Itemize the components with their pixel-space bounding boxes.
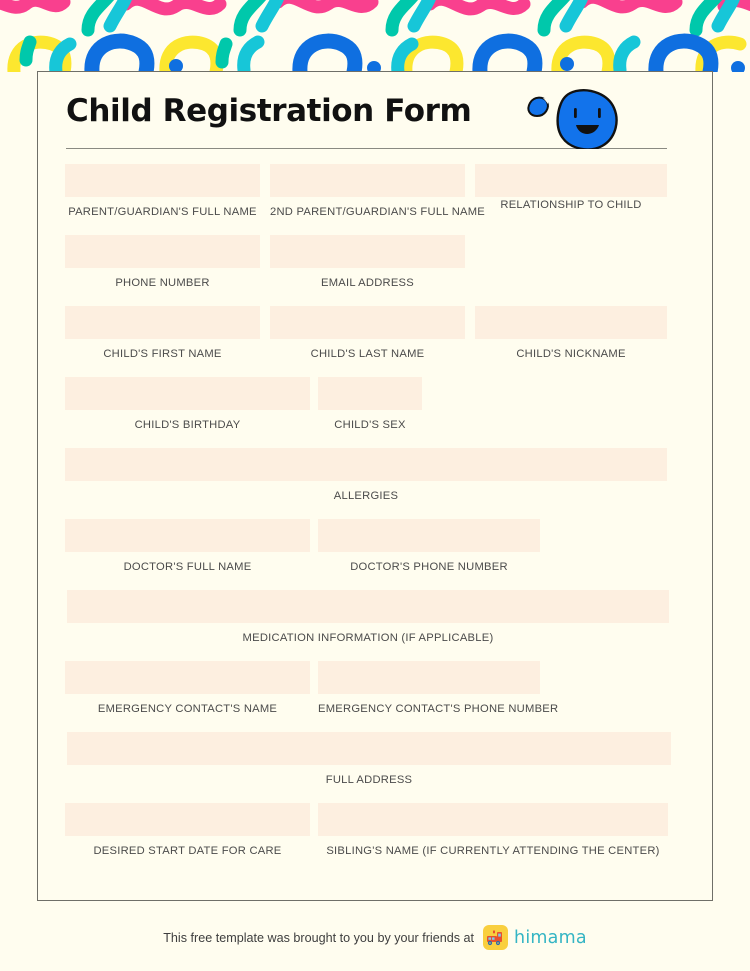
field-row: [38, 448, 714, 519]
blue-blob-mascot-icon: [516, 87, 626, 149]
field-full-address[interactable]: [67, 732, 671, 786]
field-label: 2ND PARENT/GUARDIAN'S FULL NAME: [270, 206, 486, 218]
field-input-box[interactable]: [475, 306, 667, 339]
field-row: [38, 164, 714, 235]
field-input-box[interactable]: [318, 519, 540, 552]
field-label: CHILD'S BIRTHDAY: [134, 419, 241, 431]
field-input-box[interactable]: [67, 590, 669, 623]
field-doctor-phone-number[interactable]: [318, 519, 540, 573]
field-input-box[interactable]: [65, 306, 260, 339]
field-label: PARENT/GUARDIAN'S FULL NAME: [68, 206, 257, 218]
field-row: [38, 590, 714, 661]
decorative-pattern-band: [0, 0, 750, 72]
field-label: DOCTOR'S PHONE NUMBER: [350, 561, 508, 573]
field-input-box[interactable]: [65, 235, 260, 268]
field-parent-guardian-full-name[interactable]: [65, 164, 260, 218]
field-input-box[interactable]: [318, 377, 422, 410]
field-row: [38, 803, 714, 874]
footer-credit-text: This free template was brought to you by your friends at: [163, 930, 475, 945]
field-email-address[interactable]: [270, 235, 465, 289]
field-label: CHILD'S FIRST NAME: [103, 348, 222, 360]
field-label: CHILD'S LAST NAME: [310, 348, 425, 360]
field-row: [38, 519, 714, 590]
field-label: DESIRED START DATE FOR CARE: [93, 845, 282, 857]
himama-train-app-icon: [483, 925, 508, 950]
field-relationship-to-child[interactable]: [475, 164, 667, 211]
field-child-nickname[interactable]: [475, 306, 667, 360]
himama-wordmark: himama: [514, 927, 587, 948]
field-input-box[interactable]: [318, 803, 668, 836]
field-label: MEDICATION INFORMATION (IF APPLICABLE): [242, 632, 494, 644]
field-second-parent-guardian-full-name[interactable]: [270, 164, 486, 218]
field-child-first-name[interactable]: [65, 306, 260, 360]
field-input-box[interactable]: [65, 803, 310, 836]
field-label: SIBLING'S NAME (IF CURRENTLY ATTENDING THE CENTER): [326, 845, 660, 857]
field-label: FULL ADDRESS: [325, 774, 413, 786]
footer: [0, 925, 750, 950]
field-row: [38, 235, 714, 306]
registration-form-card: [37, 71, 713, 901]
field-label: PHONE NUMBER: [115, 277, 210, 289]
field-phone-number[interactable]: [65, 235, 260, 289]
field-label: RELATIONSHIP TO CHILD: [500, 199, 642, 211]
field-input-box[interactable]: [475, 164, 667, 197]
field-emergency-contact-phone-number[interactable]: [318, 661, 559, 715]
field-row: [38, 661, 714, 732]
field-input-box[interactable]: [67, 732, 671, 765]
field-label: CHILD'S NICKNAME: [516, 348, 626, 360]
field-label: ALLERGIES: [333, 490, 399, 502]
field-child-sex[interactable]: [318, 377, 422, 431]
form-fields-grid: [38, 164, 714, 874]
field-doctor-full-name[interactable]: [65, 519, 310, 573]
field-input-box[interactable]: [65, 661, 310, 694]
field-row: [38, 377, 714, 448]
field-label: CHILD'S SEX: [334, 419, 406, 431]
field-input-box[interactable]: [65, 377, 310, 410]
field-input-box[interactable]: [270, 306, 465, 339]
field-input-box[interactable]: [270, 164, 465, 197]
field-medication-information[interactable]: [67, 590, 669, 644]
field-input-box[interactable]: [318, 661, 540, 694]
field-label: EMERGENCY CONTACT'S NAME: [97, 703, 278, 715]
field-input-box[interactable]: [65, 164, 260, 197]
field-child-birthday[interactable]: [65, 377, 310, 431]
field-sibling-name[interactable]: [318, 803, 668, 857]
field-label: EMERGENCY CONTACT'S PHONE NUMBER: [318, 703, 559, 715]
field-emergency-contact-name[interactable]: [65, 661, 310, 715]
field-row: [38, 732, 714, 803]
field-input-box[interactable]: [270, 235, 465, 268]
field-allergies[interactable]: [65, 448, 667, 502]
field-input-box[interactable]: [65, 519, 310, 552]
card-header: [38, 72, 712, 149]
field-desired-start-date-for-care[interactable]: [65, 803, 310, 857]
field-label: EMAIL ADDRESS: [321, 277, 414, 289]
page-title: Child Registration Form: [66, 93, 472, 129]
field-child-last-name[interactable]: [270, 306, 465, 360]
himama-logo[interactable]: [483, 925, 587, 950]
field-label: DOCTOR'S FULL NAME: [123, 561, 252, 573]
field-input-box[interactable]: [65, 448, 667, 481]
field-row: [38, 306, 714, 377]
